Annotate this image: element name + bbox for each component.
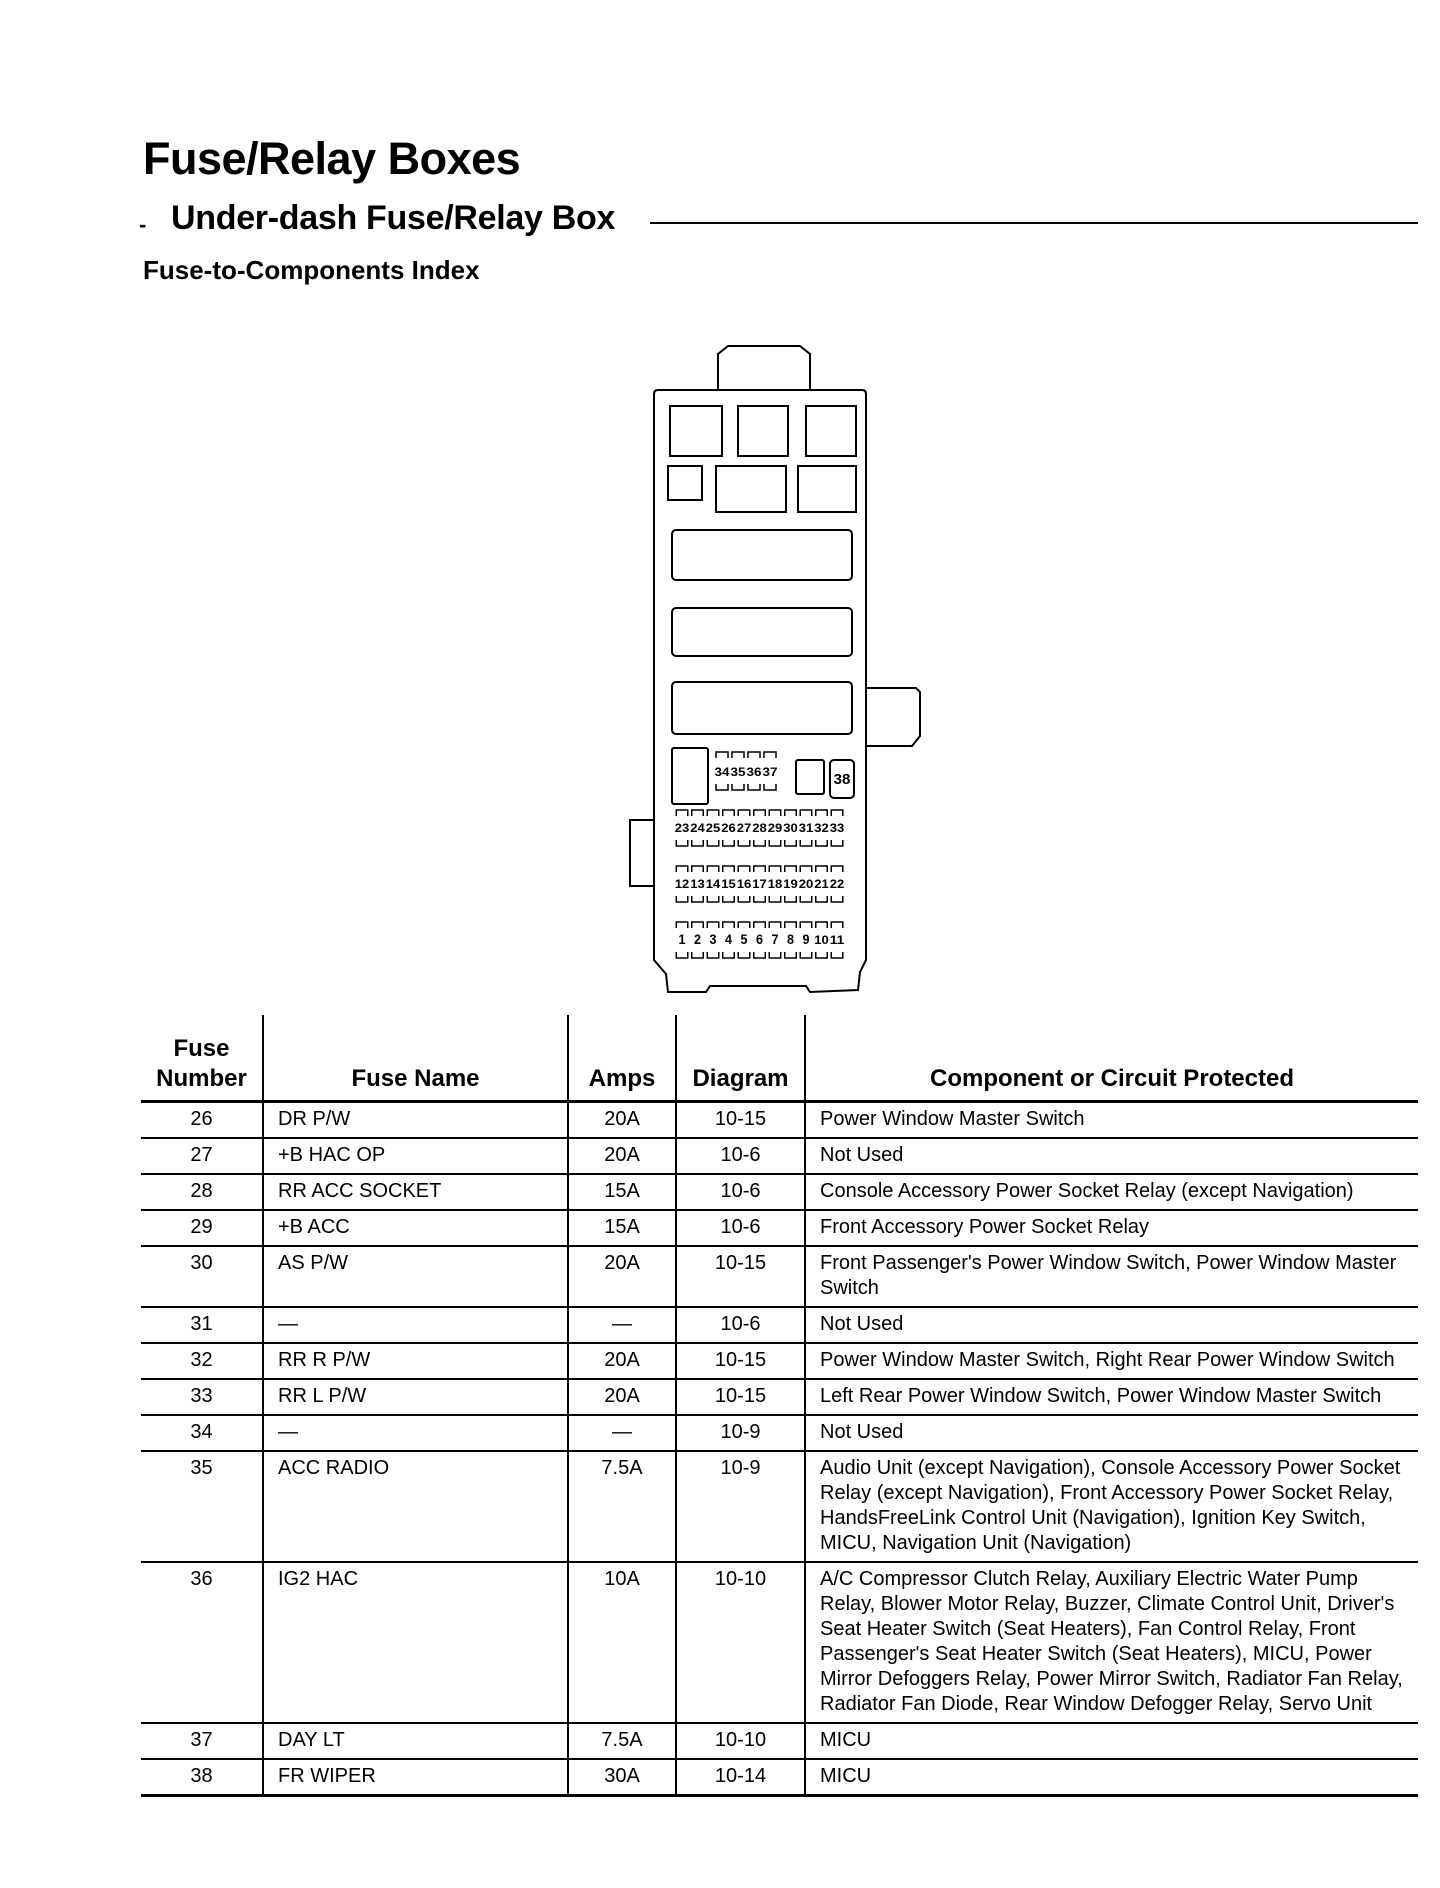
cell-component: Not Used bbox=[805, 1138, 1418, 1174]
table-row bbox=[141, 1138, 1418, 1174]
fuse-slot-bottom bbox=[676, 896, 688, 902]
fuse-slot-top bbox=[816, 922, 828, 928]
fuse-slot-top bbox=[754, 866, 766, 872]
cell-fuse-name: +B ACC bbox=[263, 1210, 568, 1246]
fuse-number-label: 31 bbox=[798, 821, 814, 835]
cell-diagram: 10-15 bbox=[676, 1343, 805, 1379]
col-header-diagram: Diagram bbox=[676, 1015, 805, 1101]
table-row bbox=[141, 1174, 1418, 1210]
fuse-box-diagram bbox=[620, 340, 940, 1005]
fuse-number-label: 4 bbox=[725, 931, 733, 947]
fuse-slot-bottom bbox=[816, 896, 828, 902]
fuse-slot-bottom bbox=[769, 896, 781, 902]
cell-fuse-name: FR WIPER bbox=[263, 1759, 568, 1796]
cell-component: Left Rear Power Window Switch, Power Window Master Switch bbox=[805, 1379, 1418, 1415]
cell-fuse-number: 28 bbox=[141, 1174, 263, 1210]
section-heading: Fuse-to-Components Index bbox=[143, 255, 480, 285]
cell-fuse-number: 31 bbox=[141, 1307, 263, 1343]
table-row bbox=[141, 1379, 1418, 1415]
fuse-slot-bottom bbox=[707, 952, 719, 958]
cell-component: Power Window Master Switch, Right Rear Power Window Switch bbox=[805, 1343, 1418, 1379]
fuse-slot-bottom bbox=[764, 784, 776, 790]
fuse-slot-bottom bbox=[754, 896, 766, 902]
fuse-slot-top bbox=[769, 866, 781, 872]
fuse-number-label: 20 bbox=[798, 877, 814, 891]
cell-amps: 20A bbox=[568, 1138, 676, 1174]
fuse-number-label: 35 bbox=[730, 765, 746, 779]
cell-component: MICU bbox=[805, 1723, 1418, 1759]
fuse-slot-bottom bbox=[831, 840, 843, 846]
cell-fuse-name: — bbox=[263, 1415, 568, 1451]
subtitle-dash: - bbox=[139, 212, 147, 237]
fuse-number-label: 7 bbox=[771, 931, 779, 947]
fuse-box-drawing bbox=[620, 340, 940, 1000]
fuse-number-label: 19 bbox=[783, 877, 799, 891]
fuse-slot-top bbox=[785, 810, 797, 816]
fuse-number-label: 2 bbox=[694, 931, 702, 947]
table-row bbox=[141, 1759, 1418, 1796]
fuse-slot-top bbox=[831, 810, 843, 816]
fuse-number-label: 12 bbox=[674, 877, 690, 891]
cell-diagram: 10-6 bbox=[676, 1210, 805, 1246]
cell-amps: 7.5A bbox=[568, 1451, 676, 1562]
cell-amps: 20A bbox=[568, 1246, 676, 1307]
fuse-slot-top bbox=[676, 866, 688, 872]
fuse-number-label: 13 bbox=[690, 877, 706, 891]
cell-diagram: 10-15 bbox=[676, 1246, 805, 1307]
fuse-slot-bottom bbox=[785, 840, 797, 846]
fuse-row-34-37 bbox=[715, 752, 778, 790]
cell-fuse-number: 30 bbox=[141, 1246, 263, 1307]
table-row bbox=[141, 1723, 1418, 1759]
fuse-number-label: 9 bbox=[802, 931, 810, 947]
fuse-slot-bottom bbox=[738, 952, 750, 958]
fuse-slot-bottom bbox=[831, 896, 843, 902]
fuse-number-label: 29 bbox=[767, 821, 783, 835]
fuse-slot-bottom bbox=[831, 952, 843, 958]
fuse-slot-top bbox=[800, 922, 812, 928]
cell-fuse-number: 36 bbox=[141, 1562, 263, 1723]
fuse-slot-bottom bbox=[716, 784, 728, 790]
cell-fuse-name: RR ACC SOCKET bbox=[263, 1174, 568, 1210]
fuse-number-label: 22 bbox=[829, 877, 845, 891]
cell-diagram: 10-6 bbox=[676, 1138, 805, 1174]
cell-diagram: 10-9 bbox=[676, 1451, 805, 1562]
cell-fuse-name: DAY LT bbox=[263, 1723, 568, 1759]
fuse-slot-top bbox=[738, 866, 750, 872]
cell-diagram: 10-14 bbox=[676, 1759, 805, 1796]
fuse-slot-bottom bbox=[692, 896, 704, 902]
cell-fuse-number: 32 bbox=[141, 1343, 263, 1379]
cell-fuse-name: IG2 HAC bbox=[263, 1562, 568, 1723]
col-header-name: Fuse Name bbox=[263, 1015, 568, 1101]
fuse-number-label: 24 bbox=[690, 821, 706, 835]
fuse-slot-bottom bbox=[692, 952, 704, 958]
fuse-slot-top bbox=[723, 922, 735, 928]
fuse-number-label: 6 bbox=[756, 931, 764, 947]
fuse-row-23-33 bbox=[675, 810, 845, 846]
table-header-row bbox=[141, 1015, 1418, 1101]
cell-fuse-number: 38 bbox=[141, 1759, 263, 1796]
fuse-slot-top bbox=[754, 922, 766, 928]
fuse-slot-bottom bbox=[800, 952, 812, 958]
col-header-number: Fuse Number bbox=[156, 1034, 247, 1092]
fuse-slot-top bbox=[692, 922, 704, 928]
fuse-slot-top bbox=[707, 922, 719, 928]
fuse-slot-top bbox=[764, 752, 776, 758]
cell-fuse-name: AS P/W bbox=[263, 1246, 568, 1307]
fuse-slot-bottom bbox=[738, 840, 750, 846]
fuse-number-label: 10 bbox=[814, 933, 830, 947]
fuse-slot-bottom bbox=[707, 896, 719, 902]
fuse-slot-bottom bbox=[738, 896, 750, 902]
fuse-slot-top bbox=[816, 810, 828, 816]
fuse-slot-bottom bbox=[816, 952, 828, 958]
fuse-row-1-11 bbox=[676, 922, 844, 958]
cell-diagram: 10-6 bbox=[676, 1307, 805, 1343]
table-row bbox=[141, 1101, 1418, 1138]
cell-fuse-number: 29 bbox=[141, 1210, 263, 1246]
cell-amps: 15A bbox=[568, 1174, 676, 1210]
fuse-slot-top bbox=[800, 866, 812, 872]
fuse-slot-top bbox=[723, 810, 735, 816]
table-row bbox=[141, 1562, 1418, 1723]
page-subtitle: Under-dash Fuse/Relay Box bbox=[171, 199, 616, 237]
cell-diagram: 10-10 bbox=[676, 1723, 805, 1759]
fuse-slot-bottom bbox=[723, 840, 735, 846]
cell-fuse-number: 34 bbox=[141, 1415, 263, 1451]
fuse-number-label: 28 bbox=[752, 821, 768, 835]
col-header-amps: Amps bbox=[568, 1015, 676, 1101]
fuse-slot-bottom bbox=[754, 840, 766, 846]
fuse-number-label: 1 bbox=[678, 931, 686, 947]
cell-component: Audio Unit (except Navigation), Console Accessory Power Socket Relay (except Navigation), Front Accessory Power Socket Relay, HandsFreeLink Control Unit (Navigation), Ignition Key Switch, MICU, Navigation Unit (Navigation) bbox=[805, 1451, 1418, 1562]
fuse-slot-top bbox=[769, 810, 781, 816]
table-row bbox=[141, 1210, 1418, 1246]
cell-diagram: 10-15 bbox=[676, 1101, 805, 1138]
fuse-slot-top bbox=[707, 810, 719, 816]
cell-amps: 7.5A bbox=[568, 1723, 676, 1759]
col-header-component: Component or Circuit Protected bbox=[805, 1015, 1418, 1101]
fuse-slot-bottom bbox=[785, 896, 797, 902]
fuse-row-12-22 bbox=[675, 866, 845, 902]
cell-component: A/C Compressor Clutch Relay, Auxiliary Electric Water Pump Relay, Blower Motor Relay, Buzzer, Climate Control Unit, Driver's Seat Heater Switch (Seat Heaters), Fan Control Relay, Front Passenger's Seat Heater Switch (Seat Heaters), MICU, Power Mirror Defoggers Relay, Power Mirror Switch, Radiator Fan Relay, Radiator Fan Diode, Rear Window Defogger Relay, Servo Unit bbox=[805, 1562, 1418, 1723]
fuse-slot-bottom bbox=[785, 952, 797, 958]
fuse-number-label: 27 bbox=[736, 821, 752, 835]
fuse-number-label: 11 bbox=[829, 933, 845, 947]
fuse-slot-top bbox=[692, 810, 704, 816]
fuse-slot-bottom bbox=[754, 952, 766, 958]
fuse-slot-top bbox=[676, 810, 688, 816]
fuse-slot-bottom bbox=[707, 840, 719, 846]
fuse-slot-top bbox=[676, 922, 688, 928]
cell-component: Power Window Master Switch bbox=[805, 1101, 1418, 1138]
table-row bbox=[141, 1307, 1418, 1343]
fuse-slot-top bbox=[738, 810, 750, 816]
cell-component: MICU bbox=[805, 1759, 1418, 1796]
cell-amps: 20A bbox=[568, 1343, 676, 1379]
fuse-slot-bottom bbox=[676, 952, 688, 958]
cell-amps: 20A bbox=[568, 1101, 676, 1138]
fuse-number-label: 5 bbox=[740, 931, 748, 947]
fuse-slot-top bbox=[692, 866, 704, 872]
fuse-number-label: 15 bbox=[721, 877, 737, 891]
fuse-slot-bottom bbox=[723, 952, 735, 958]
fuse-slot-top bbox=[732, 752, 744, 758]
fuse-slot-top bbox=[754, 810, 766, 816]
fuse-slot-top bbox=[785, 922, 797, 928]
fuse-number-label: 34 bbox=[714, 765, 730, 779]
page-title: Fuse/Relay Boxes bbox=[143, 133, 521, 184]
cell-amps: 20A bbox=[568, 1379, 676, 1415]
fuse-slot-top bbox=[738, 922, 750, 928]
cell-amps: — bbox=[568, 1415, 676, 1451]
fuse-number-label: 36 bbox=[746, 765, 762, 779]
fuse-slot-top bbox=[800, 810, 812, 816]
table-row bbox=[141, 1343, 1418, 1379]
fuse-index-table bbox=[141, 1015, 1418, 1797]
cell-component: Front Passenger's Power Window Switch, Power Window Master Switch bbox=[805, 1246, 1418, 1307]
fuse-number-label: 8 bbox=[787, 931, 795, 947]
fuse-slot-bottom bbox=[692, 840, 704, 846]
fuse-number-label: 23 bbox=[674, 821, 690, 835]
fuse-slot-bottom bbox=[732, 784, 744, 790]
cell-fuse-number: 26 bbox=[141, 1101, 263, 1138]
fuse-slot-bottom bbox=[800, 840, 812, 846]
fuse-slot-top bbox=[831, 866, 843, 872]
cell-fuse-name: ACC RADIO bbox=[263, 1451, 568, 1562]
fuse-number-label: 18 bbox=[767, 877, 783, 891]
cell-fuse-name: DR P/W bbox=[263, 1101, 568, 1138]
cell-fuse-number: 35 bbox=[141, 1451, 263, 1562]
cell-component: Front Accessory Power Socket Relay bbox=[805, 1210, 1418, 1246]
fuse-number-label: 16 bbox=[736, 877, 752, 891]
fuse-slot-bottom bbox=[816, 840, 828, 846]
cell-fuse-name: RR L P/W bbox=[263, 1379, 568, 1415]
fuse-number-label: 21 bbox=[814, 877, 830, 891]
cell-diagram: 10-9 bbox=[676, 1415, 805, 1451]
fuse-number-label: 3 bbox=[709, 931, 717, 947]
fuse-slot-top bbox=[716, 752, 728, 758]
cell-fuse-number: 27 bbox=[141, 1138, 263, 1174]
fuse-number-label: 26 bbox=[721, 821, 737, 835]
fuse-slot-top bbox=[816, 866, 828, 872]
relay-38-label: 38 bbox=[833, 771, 851, 788]
subtitle-rule bbox=[650, 222, 1418, 224]
table-row bbox=[141, 1246, 1418, 1307]
fuse-number-label: 32 bbox=[814, 821, 830, 835]
fuse-number-label: 14 bbox=[705, 877, 721, 891]
fuse-number-label: 17 bbox=[752, 877, 768, 891]
fuse-slot-bottom bbox=[769, 952, 781, 958]
cell-amps: 10A bbox=[568, 1562, 676, 1723]
cell-fuse-name: RR R P/W bbox=[263, 1343, 568, 1379]
cell-component: Not Used bbox=[805, 1415, 1418, 1451]
fuse-slot-top bbox=[785, 866, 797, 872]
fuse-slot-bottom bbox=[800, 896, 812, 902]
cell-amps: 30A bbox=[568, 1759, 676, 1796]
cell-amps: 15A bbox=[568, 1210, 676, 1246]
fuse-number-label: 33 bbox=[829, 821, 845, 835]
cell-component: Console Accessory Power Socket Relay (except Navigation) bbox=[805, 1174, 1418, 1210]
cell-diagram: 10-15 bbox=[676, 1379, 805, 1415]
cell-component: Not Used bbox=[805, 1307, 1418, 1343]
fuse-slot-bottom bbox=[769, 840, 781, 846]
cell-fuse-name: +B HAC OP bbox=[263, 1138, 568, 1174]
fuse-slot-top bbox=[831, 922, 843, 928]
fuse-slot-bottom bbox=[723, 896, 735, 902]
fuse-slot-bottom bbox=[676, 840, 688, 846]
cell-amps: — bbox=[568, 1307, 676, 1343]
fuse-slot-bottom bbox=[748, 784, 760, 790]
cell-fuse-number: 37 bbox=[141, 1723, 263, 1759]
cell-diagram: 10-10 bbox=[676, 1562, 805, 1723]
table-row bbox=[141, 1415, 1418, 1451]
cell-fuse-name: — bbox=[263, 1307, 568, 1343]
fuse-number-label: 30 bbox=[783, 821, 799, 835]
fuse-slot-top bbox=[748, 752, 760, 758]
table-row bbox=[141, 1451, 1418, 1562]
fuse-number-label: 25 bbox=[705, 821, 721, 835]
cell-fuse-number: 33 bbox=[141, 1379, 263, 1415]
fuse-slot-top bbox=[723, 866, 735, 872]
fuse-number-label: 37 bbox=[762, 765, 778, 779]
fuse-slot-top bbox=[769, 922, 781, 928]
fuse-slot-top bbox=[707, 866, 719, 872]
cell-diagram: 10-6 bbox=[676, 1174, 805, 1210]
